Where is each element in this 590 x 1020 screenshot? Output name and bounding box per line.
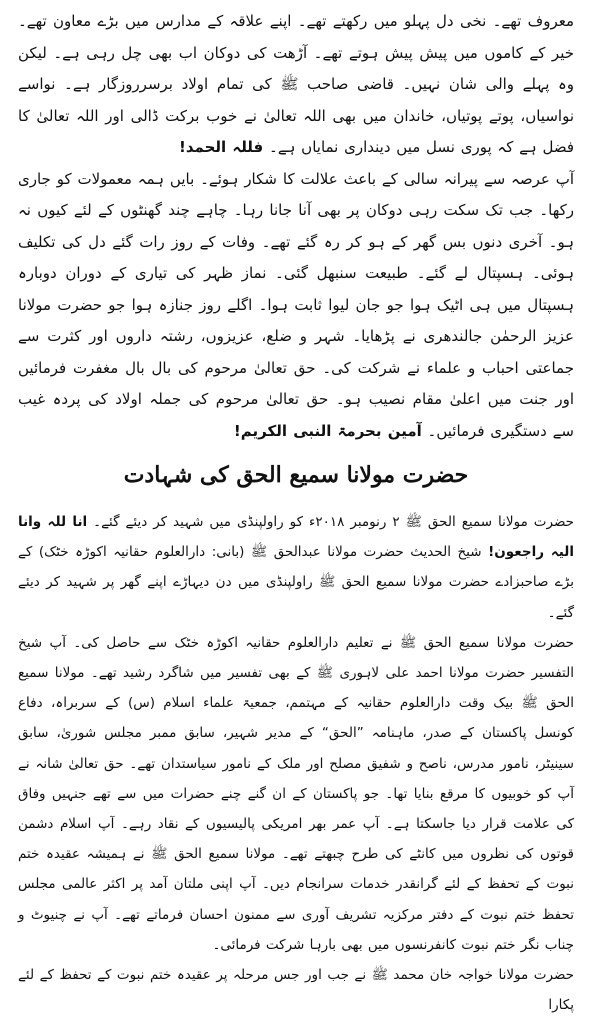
paragraph-family: [18, 6, 574, 164]
paragraph-illness-funeral: [18, 164, 574, 448]
paragraph-family-text: معروف تھے۔ نخی دل پہلو میں رکھتے تھے۔ اپنے علاقہ کے مدارس میں بڑے معاون تھے۔ خیر کے کاموں میں پیش پیش ہوتے تھے۔ آڑھت کی دوکان اب بھی چل رہی ہے۔ لیکن وہ پہلے والی شان نہیں۔ قاضی صاحب ﷺ کی تمام اولاد برسرروزگار ہے۔ نواسے نواسیاں، پوتے پوتیاں، خاندان میں بھی اللہ تعالیٰ نے خوب برکت ڈالی اور اللہ تعالیٰ کا فضل ہے کہ پوری نسل میں دینداری نمایاں ہے۔: [18, 12, 574, 156]
inna-lillah-phrase: انا للہ وانا الیہ راجعون!: [18, 514, 575, 561]
paragraph-khwaja-khan: حضرت مولانا خواجہ خان محمد ﷺ نے جب اور جس مرحلہ پر عقیدہ ختم نبوت کے تحفظ کے لئے پکارا: [18, 967, 574, 1014]
paragraph-martyrdom-news-text: حضرت مولانا سمیع الحق ﷺ ۲ رنومبر ۲۰۱۸ء کو راولپنڈی میں شہید کر دیئے گئے۔: [93, 514, 575, 530]
section-martyrdom: [18, 507, 574, 1020]
paragraph-martyrdom-news: [18, 507, 574, 628]
paragraph-martyrdom-news-rest: شیخ الحدیث حضرت مولانا عبدالحق ﷺ (بانی: دارالعلوم حقانیہ اکوڑہ خٹک) کے بڑے صاحبزادے حضرت مولانا سمیع الحق ﷺ راولپنڈی میں دن دیہاڑے اپنے گھر پر شہید کر دیئے گئے۔: [18, 544, 574, 621]
document-page: [18, 6, 575, 1014]
prayer-phrase: آمین بحرمۃ النبی الکریم!: [233, 421, 422, 440]
section-heading: حضرت مولانا سمیع الحق کی شہادت: [123, 462, 469, 488]
paragraph-illness-funeral-text: آپ عرصہ سے پیرانہ سالی کے باعث علالت کا شکار ہوئے۔ بایں ہمہ معمولات کو جاری رکھا۔ جب تک سکت رہی دوکان پر بھی آنا جانا رہا۔ چاہے چند گھنٹوں کے لئے کیوں نہ ہو۔ آخری دنوں بس گھر کے ہو کر رہ گئے تھے۔ وفات کے روز رات گئے دل کی تکلیف ہوئی۔ ہسپتال لے گئے۔ طبیعت سنبھل گئی۔ نماز ظہر کی تیاری کے دوران دوبارہ ہسپتال میں ہی اٹیک ہوا جو جان لیوا ثابت ہوا۔ اگلے روز جنازہ ہوا جو حضرت مولانا عزیز الرحمٰن جالندھری نے پڑھایا۔ شہر و ضلع، عزیزوں، رشتہ داروں اور کثرت سے جماعتی احباب و علماء نے شرکت کی۔ حق تعالیٰ مرحوم کی بال بال مغفرت فرمائیں اور جنت میں اعلیٰ مقام نصیب ہو۔ حق تعالیٰ مرحوم کی جملہ اولاد کی پردہ غیب سے دستگیری فرمائیں۔: [18, 169, 574, 440]
praise-phrase: فللہ الحمد!: [179, 138, 264, 156]
paragraph-biography: حضرت مولانا سمیع الحق ﷺ نے تعلیم دارالعلوم حقانیہ اکوڑہ خٹک سے حاصل کی۔ آپ شیخ التفسیر حضرت مولانا احمد علی لاہوری ﷺ کے بھی تفسیر میں شاگرد رشید تھے۔ مولانا سمیع الحق ﷺ بیک وقت دارالعلوم حقانیہ کے مہتمم، جمعیۃ علماء اسلام (س) کے سربراہ، دفاع کونسل پاکستان کے صدر، ماہنامہ ”الحق“ کے مدیر شہیر، سابق ممبر مجلس شوریٰ، سابق سینیٹر، نامور مدرس، ناصح و شفیق مصلح اور ملک کے نامور سیاستدان تھے۔ حق تعالیٰ شانہ نے آپ کو خوبیوں کا مرقع بنایا تھا۔ جو پاکستان کے ان گنے چنے حضرات میں سے تھے جنہیں وفاق کی علامت قرار دیا جاسکتا ہے۔ آپ عمر بھر امریکی پالیسیوں کے نقاد رہے۔ آپ اسلام دشمن قوتوں کی نظروں میں کانٹے کی طرح چبھتے تھے۔ مولانا سمیع الحق ﷺ نے ہمیشہ عقیدہ ختم نبوت کے تحفظ کے لئے گرانقدر خدمات سرانجام دیں۔ آپ اپنی ملتان آمد پر اکثر عالمی مجلس تحفظ ختم نبوت کے دفتر مرکزیہ تشریف آوری سے ممنون احسان فرماتے تھے۔ آپ نے چنیوٹ و چناب نگر ختم نبوت کانفرنسوں میں بھی بارہا شرکت فرمائی۔: [18, 634, 574, 953]
